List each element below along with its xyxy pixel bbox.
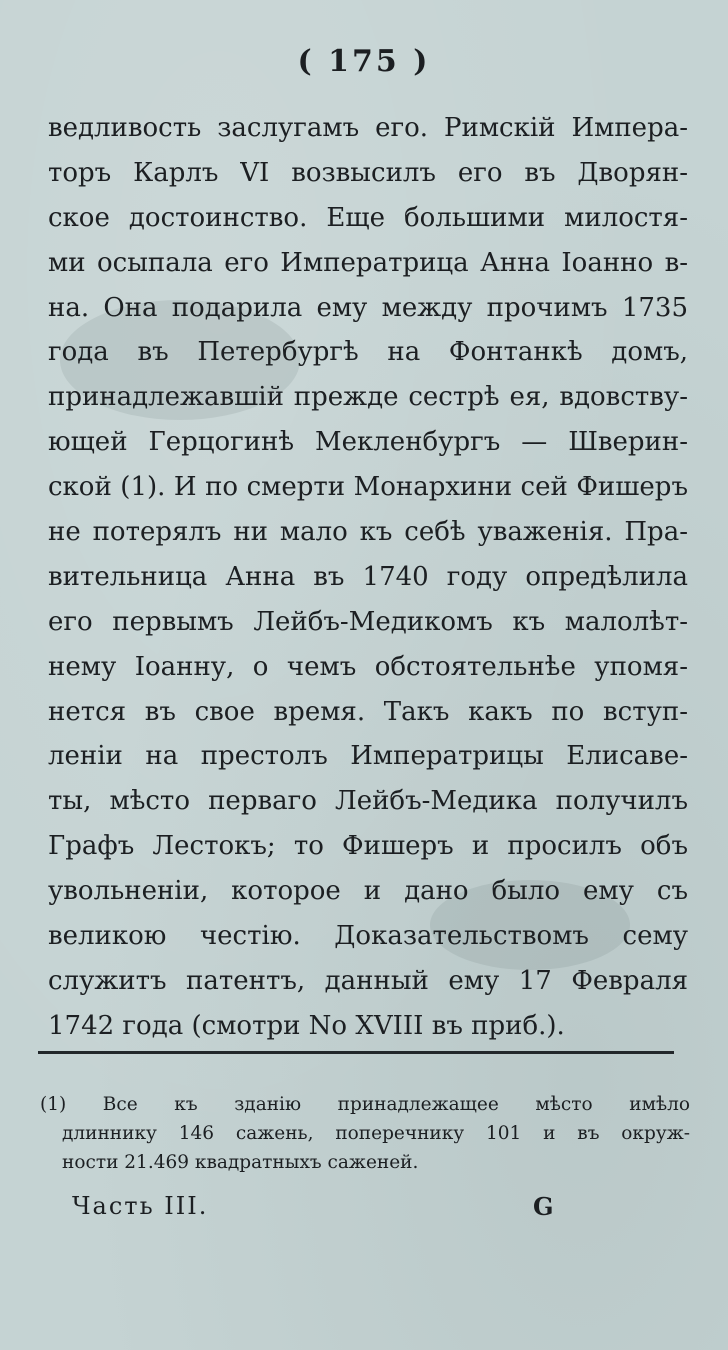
text-line: леніи на престолъ Императрицы Елисаве- [48, 741, 688, 772]
footnote [40, 1090, 690, 1177]
text-line: ты, мѣсто перваго Лейбъ-Медика получилъ [48, 786, 688, 817]
page-number-text: ( 175 ) [297, 44, 431, 79]
volume-signature: Часть III. [72, 1192, 209, 1220]
text-line: нему Іоанну, о чемъ обстоятельнѣе упомя- [48, 651, 688, 682]
text-line: торъ Карлъ VI возвысилъ его въ Дворян- [48, 157, 688, 188]
sheet-signature-mark: G [533, 1192, 554, 1221]
text-line: ведливость заслугамъ его. Римскій Импера- [48, 113, 688, 143]
text-line: служитъ патентъ, данный ему 17 Февраля [48, 965, 688, 996]
main-text [48, 106, 688, 1049]
text-line: увольненіи, которое и дано было ему съ [48, 876, 688, 907]
page-number [0, 44, 728, 79]
footnote-line: ности 21.469 квадратныхъ саженей. [62, 1152, 419, 1173]
text-line: ское достоинство. Еще большими милостя- [48, 202, 688, 233]
text-line: вительница Анна въ 1740 году опредѣлила [48, 561, 688, 592]
text-line: не потерялъ ни мало къ себѣ уваженія. Пра- [48, 517, 688, 548]
text-line: нется въ свое время. Такъ какъ по вступ- [48, 696, 688, 727]
text-line: великою честію. Доказательствомъ сему [48, 921, 688, 952]
text-line: ми осыпала его Императрица Анна Іоанно в- [48, 247, 688, 278]
footnote-line: длиннику 146 сажень, поперечнику 101 и въ окруж- [62, 1123, 690, 1144]
text-line: ской (1). И по смерти Монархини сей Фишеръ [48, 472, 688, 503]
text-line: ющей Герцогинѣ Мекленбургъ — Шверин- [48, 427, 688, 458]
text-line: на. Она подарила ему между прочимъ 1735 [48, 292, 688, 323]
footnote-divider [38, 1051, 674, 1054]
text-line: года въ Петербургѣ на Фонтанкѣ домъ, [48, 337, 688, 368]
text-line: его первымъ Лейбъ-Медикомъ къ малолѣт- [48, 606, 688, 637]
footnote-line: (1) Все къ зданію принадлежащее мѣсто имѣло [40, 1094, 690, 1115]
text-line: 1742 года (смотри No XVIII въ приб.). [48, 1010, 565, 1041]
text-line: принадлежавшій прежде сестрѣ ея, вдовству- [48, 382, 688, 413]
text-line: Графъ Лестокъ; то Фишеръ и просилъ объ [48, 831, 688, 862]
